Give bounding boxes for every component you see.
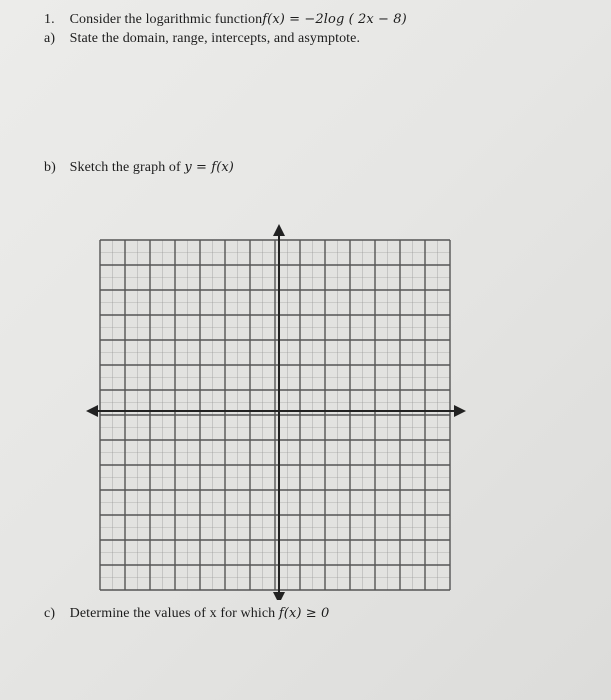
part-b-label: b) xyxy=(44,160,56,175)
part-c-text: Determine the values of x for which xyxy=(69,606,276,621)
x-axis-right-arrow-icon xyxy=(454,405,466,417)
y-axis-down-arrow-icon xyxy=(273,592,285,600)
part-c xyxy=(44,606,329,622)
part-b-equation: y = f(x) xyxy=(184,160,234,175)
part-a-label: a) xyxy=(44,31,56,46)
question-1 xyxy=(44,12,407,28)
part-a xyxy=(44,31,360,47)
part-a-text: State the domain, range, intercepts, and asymptote. xyxy=(69,31,361,46)
graph-grid xyxy=(84,220,494,600)
x-axis-left-arrow-icon xyxy=(86,405,98,417)
part-b xyxy=(44,160,234,176)
part-b-text: Sketch the graph of xyxy=(69,160,181,175)
y-axis-up-arrow-icon xyxy=(273,224,285,236)
question-1-prefix: Consider the logarithmic function xyxy=(69,12,263,27)
question-number: 1. xyxy=(44,12,55,27)
part-c-label: c) xyxy=(44,606,56,621)
coordinate-plane xyxy=(84,220,494,600)
part-c-inequality: f(x) ≥ 0 xyxy=(278,606,330,621)
function-equation: f(x) = −2log ( 2x − 8) xyxy=(262,12,407,27)
